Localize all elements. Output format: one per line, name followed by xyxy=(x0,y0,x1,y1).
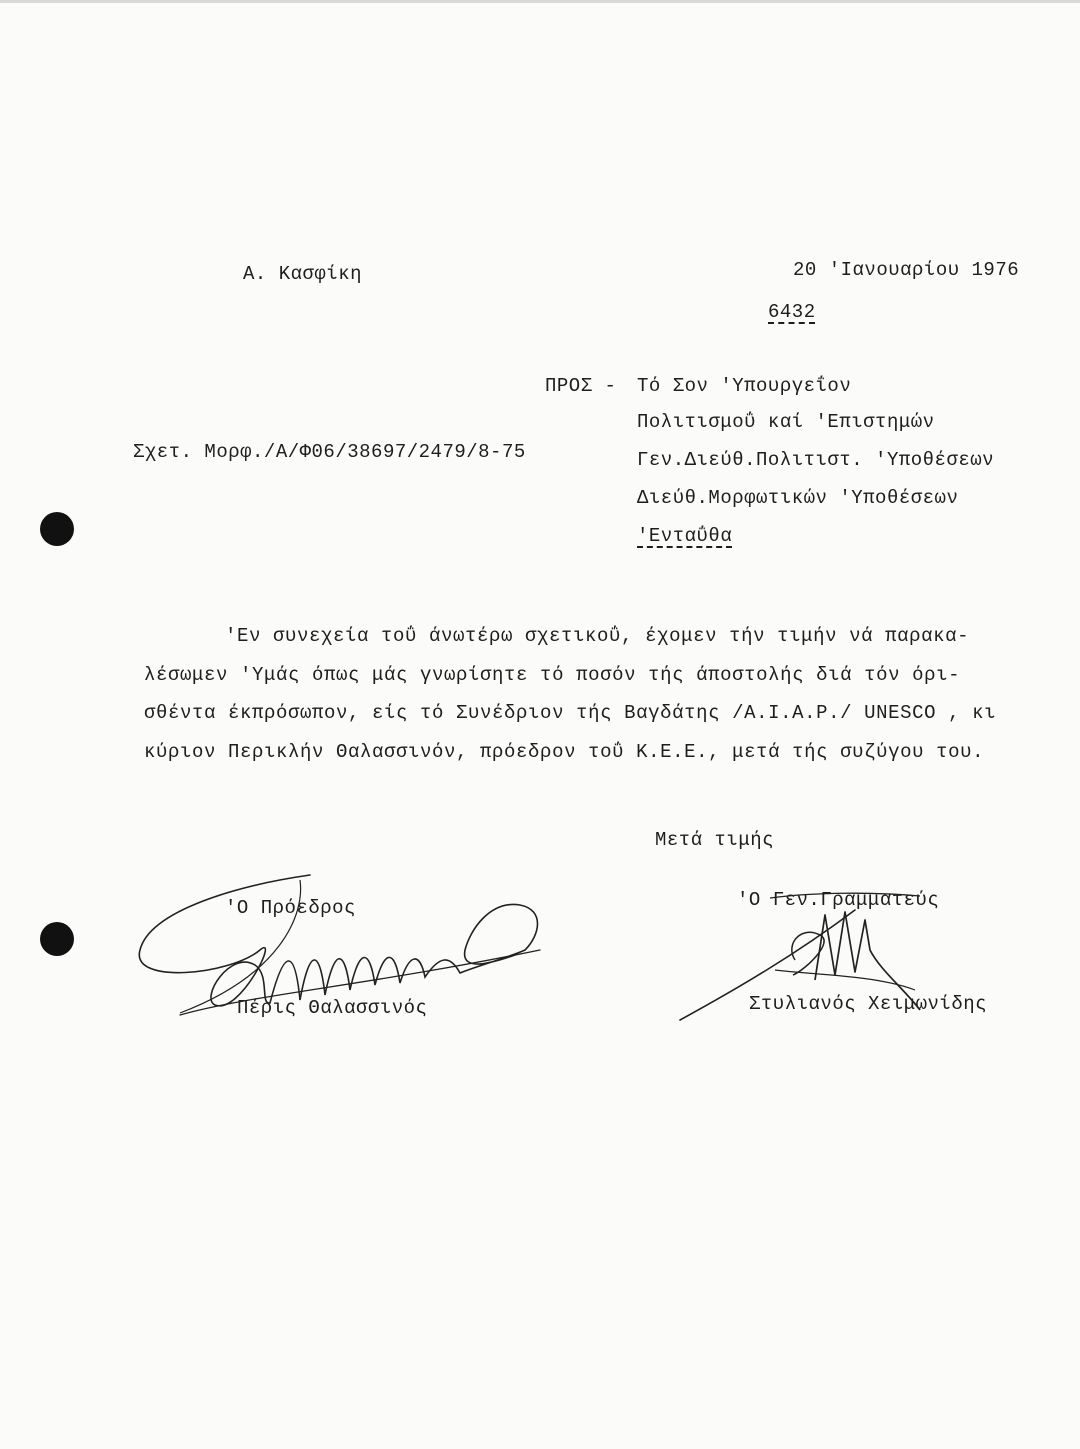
right-signature xyxy=(675,880,995,1040)
body-line-3: σθέντα έκπρόσωπον, είς τό Συνέδριον τής Βαγδάτης /Α.Ι.Α.Ρ./ UNESCO , κι xyxy=(144,702,997,724)
sender-initial: Α. Κασφίκη xyxy=(243,263,363,285)
recipient-line-4: Διεύθ.Μορφωτικών 'Υποθέσεων xyxy=(637,487,959,509)
punch-hole-top xyxy=(40,512,74,546)
closing-salutation: Μετά τιμής xyxy=(655,829,775,851)
recipient-line-3: Γεν.Διεύθ.Πολιτιστ. 'Υποθέσεων xyxy=(637,449,995,471)
recipient-prefix: ΠΡΟΣ - xyxy=(545,375,617,397)
reference-number: Σχετ. Μορφ./Α/Φ06/38697/2479/8-75 xyxy=(133,441,526,463)
punch-hole-bottom xyxy=(40,922,74,956)
left-signatory-title: 'Ο Πρόεδρος xyxy=(225,897,356,919)
letter-date: 20 'Ιανουαρίου 1976 xyxy=(793,259,1020,281)
right-signatory-name: Στυλιανός Χειμωνίδης xyxy=(749,993,988,1015)
left-signature xyxy=(120,855,580,1055)
left-signatory-name: Πέρις Θαλασσινός xyxy=(237,997,428,1019)
body-line-1: 'Εν συνεχεία τοΰ άνωτέρω σχετικοΰ, έχομεν τήν τιμήν νά παρακα- xyxy=(225,625,970,647)
body-line-2: λέσωμεν 'Υμάς όπως μάς γνωρίσητε τό ποσόν τής άποστολής διά τόν όρι- xyxy=(144,664,961,686)
body-line-4: κύριον Περικλήν Θαλασσινόν, πρόεδρον τοΰ Κ.Ε.Ε., μετά τής συζύγου του. xyxy=(144,741,985,763)
protocol-number: 6432 xyxy=(768,301,816,323)
recipient-line-5: 'Ενταΰθα xyxy=(637,525,733,547)
right-signatory-title: 'Ο Γεν.Γραμματεύς xyxy=(737,889,940,911)
recipient-line-2: Πολιτισμοΰ καί 'Επιστημών xyxy=(637,411,935,433)
recipient-line-1: Τό Σον 'Υπουργεΐον xyxy=(637,375,852,397)
scan-edge xyxy=(0,0,1080,3)
